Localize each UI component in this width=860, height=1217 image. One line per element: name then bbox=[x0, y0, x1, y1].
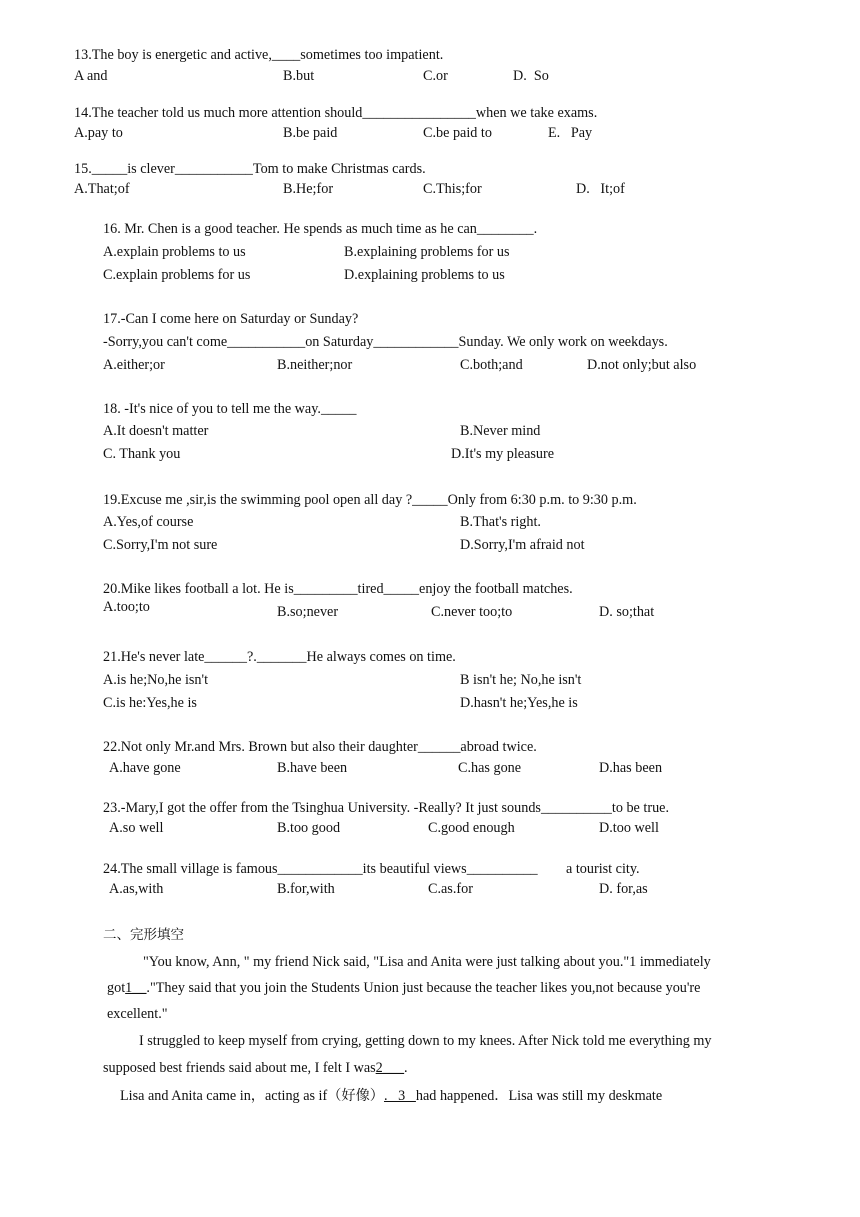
q23-option-b: B.too good bbox=[277, 820, 341, 836]
q22-option-a: A.have gone bbox=[109, 760, 181, 776]
q17-option-c: C.both;and bbox=[460, 357, 523, 373]
passage-line: excellent." bbox=[107, 1006, 168, 1022]
question-17-stem-line1: 17.-Can I come here on Saturday or Sunday? bbox=[103, 311, 359, 327]
q24-option-c: C.as.for bbox=[428, 881, 473, 897]
passage-line: I struggled to keep myself from crying, getting down to my knees. After Nick told me everything my bbox=[139, 1033, 712, 1049]
q18-option-a: A.It doesn't matter bbox=[103, 423, 209, 439]
passage-line: Lisa and Anita came in，acting as if（好像）. 3 had happened．Lisa was still my deskmate bbox=[120, 1088, 663, 1104]
q14-option-b: B.be paid bbox=[283, 125, 338, 141]
q21-option-d: D.hasn't he;Yes,he is bbox=[460, 695, 578, 711]
q23-option-c: C.good enough bbox=[428, 820, 515, 836]
q22-option-b: B.have been bbox=[277, 760, 348, 776]
q23-option-a: A.so well bbox=[109, 820, 164, 836]
q21-option-b: B isn't he; No,he isn't bbox=[460, 672, 582, 688]
q18-option-c: C. Thank you bbox=[103, 446, 181, 462]
question-16-stem: 16. Mr. Chen is a good teacher. He spends as much time as he can________. bbox=[103, 221, 538, 237]
q17-option-d: D.not only;but also bbox=[587, 357, 697, 373]
q15-option-b: B.He;for bbox=[283, 181, 334, 197]
q20-option-d: D. so;that bbox=[599, 604, 655, 620]
passage-line: supposed best friends said about me, I felt I was2___. bbox=[103, 1060, 408, 1076]
passage-line: "You know, Ann, " my friend Nick said, "Lisa and Anita were just talking about you."1 immediately bbox=[143, 954, 711, 970]
q19-option-d: D.Sorry,I'm afraid not bbox=[460, 537, 585, 553]
q19-option-b: B.That's right. bbox=[460, 514, 541, 530]
q21-option-a: A.is he;No,he isn't bbox=[103, 672, 209, 688]
q24-option-b: B.for,with bbox=[277, 881, 335, 897]
section-title: 二、完形填空 bbox=[103, 927, 184, 943]
q15-option-a: A.That;of bbox=[74, 181, 130, 197]
blank-3[interactable]: . 3 bbox=[383, 1088, 416, 1104]
q20-option-b: B.so;never bbox=[277, 604, 339, 620]
question-14-stem: 14.The teacher told us much more attention should________________when we take exams. bbox=[74, 105, 598, 121]
q13-option-d: D. So bbox=[513, 68, 549, 84]
question-19-stem: 19.Excuse me ,sir,is the swimming pool open all day ?_____Only from 6:30 p.m. to 9:30 p.m. bbox=[103, 492, 637, 508]
q17-option-a: A.either;or bbox=[103, 357, 165, 373]
q22-option-c: C.has gone bbox=[458, 760, 522, 776]
q14-option-d: E. Pay bbox=[548, 125, 593, 141]
q18-option-b: B.Never mind bbox=[460, 423, 541, 439]
q13-option-b: B.but bbox=[283, 68, 315, 84]
passage-line: got1__."They said that you join the Students Union just because the teacher likes you,not because you're bbox=[107, 980, 701, 996]
q16-option-a: A.explain problems to us bbox=[103, 244, 246, 260]
q15-option-d: D. It;of bbox=[576, 181, 625, 197]
q20-option-a: A.too;to bbox=[103, 599, 150, 615]
q16-option-b: B.explaining problems for us bbox=[344, 244, 510, 260]
q20-option-c: C.never too;to bbox=[431, 604, 513, 620]
q19-option-a: A.Yes,of course bbox=[103, 514, 194, 530]
q23-option-d: D.too well bbox=[599, 820, 659, 836]
q19-option-c: C.Sorry,I'm not sure bbox=[103, 537, 218, 553]
q16-option-d: D.explaining problems to us bbox=[344, 267, 505, 283]
q13-option-a: A and bbox=[74, 68, 108, 84]
blank-1[interactable]: 1__ bbox=[125, 980, 147, 996]
question-24-stem: 24.The small village is famous____________its beautiful views__________ a tourist city. bbox=[103, 861, 640, 877]
q13-option-c: C.or bbox=[423, 68, 448, 84]
q24-option-d: D. for,as bbox=[599, 881, 648, 897]
question-13-stem: 13.The boy is energetic and active,____sometimes too impatient. bbox=[74, 47, 444, 63]
q17-option-b: B.neither;nor bbox=[277, 357, 353, 373]
blank-2[interactable]: 2___ bbox=[375, 1060, 405, 1076]
question-15-stem: 15._____is clever___________Tom to make Christmas cards. bbox=[74, 161, 426, 177]
q24-option-a: A.as,with bbox=[109, 881, 164, 897]
question-23-stem: 23.-Mary,I got the offer from the Tsinghua University. -Really? It just sounds__________to be true. bbox=[103, 800, 670, 816]
q16-option-c: C.explain problems for us bbox=[103, 267, 251, 283]
question-17-stem-line2: -Sorry,you can't come___________on Saturday____________Sunday. We only work on weekdays. bbox=[103, 334, 668, 350]
question-18-stem: 18. -It's nice of you to tell me the way._____ bbox=[103, 401, 357, 417]
q18-option-d: D.It's my pleasure bbox=[451, 446, 555, 462]
question-20-stem: 20.Mike likes football a lot. He is_________tired_____enjoy the football matches. bbox=[103, 581, 573, 597]
question-22-stem: 22.Not only Mr.and Mrs. Brown but also their daughter______abroad twice. bbox=[103, 739, 537, 755]
q14-option-c: C.be paid to bbox=[423, 125, 492, 141]
q21-option-c: C.is he:Yes,he is bbox=[103, 695, 197, 711]
question-21-stem: 21.He's never late______?._______He always comes on time. bbox=[103, 649, 456, 665]
q22-option-d: D.has been bbox=[599, 760, 663, 776]
q14-option-a: A.pay to bbox=[74, 125, 123, 141]
q15-option-c: C.This;for bbox=[423, 181, 482, 197]
